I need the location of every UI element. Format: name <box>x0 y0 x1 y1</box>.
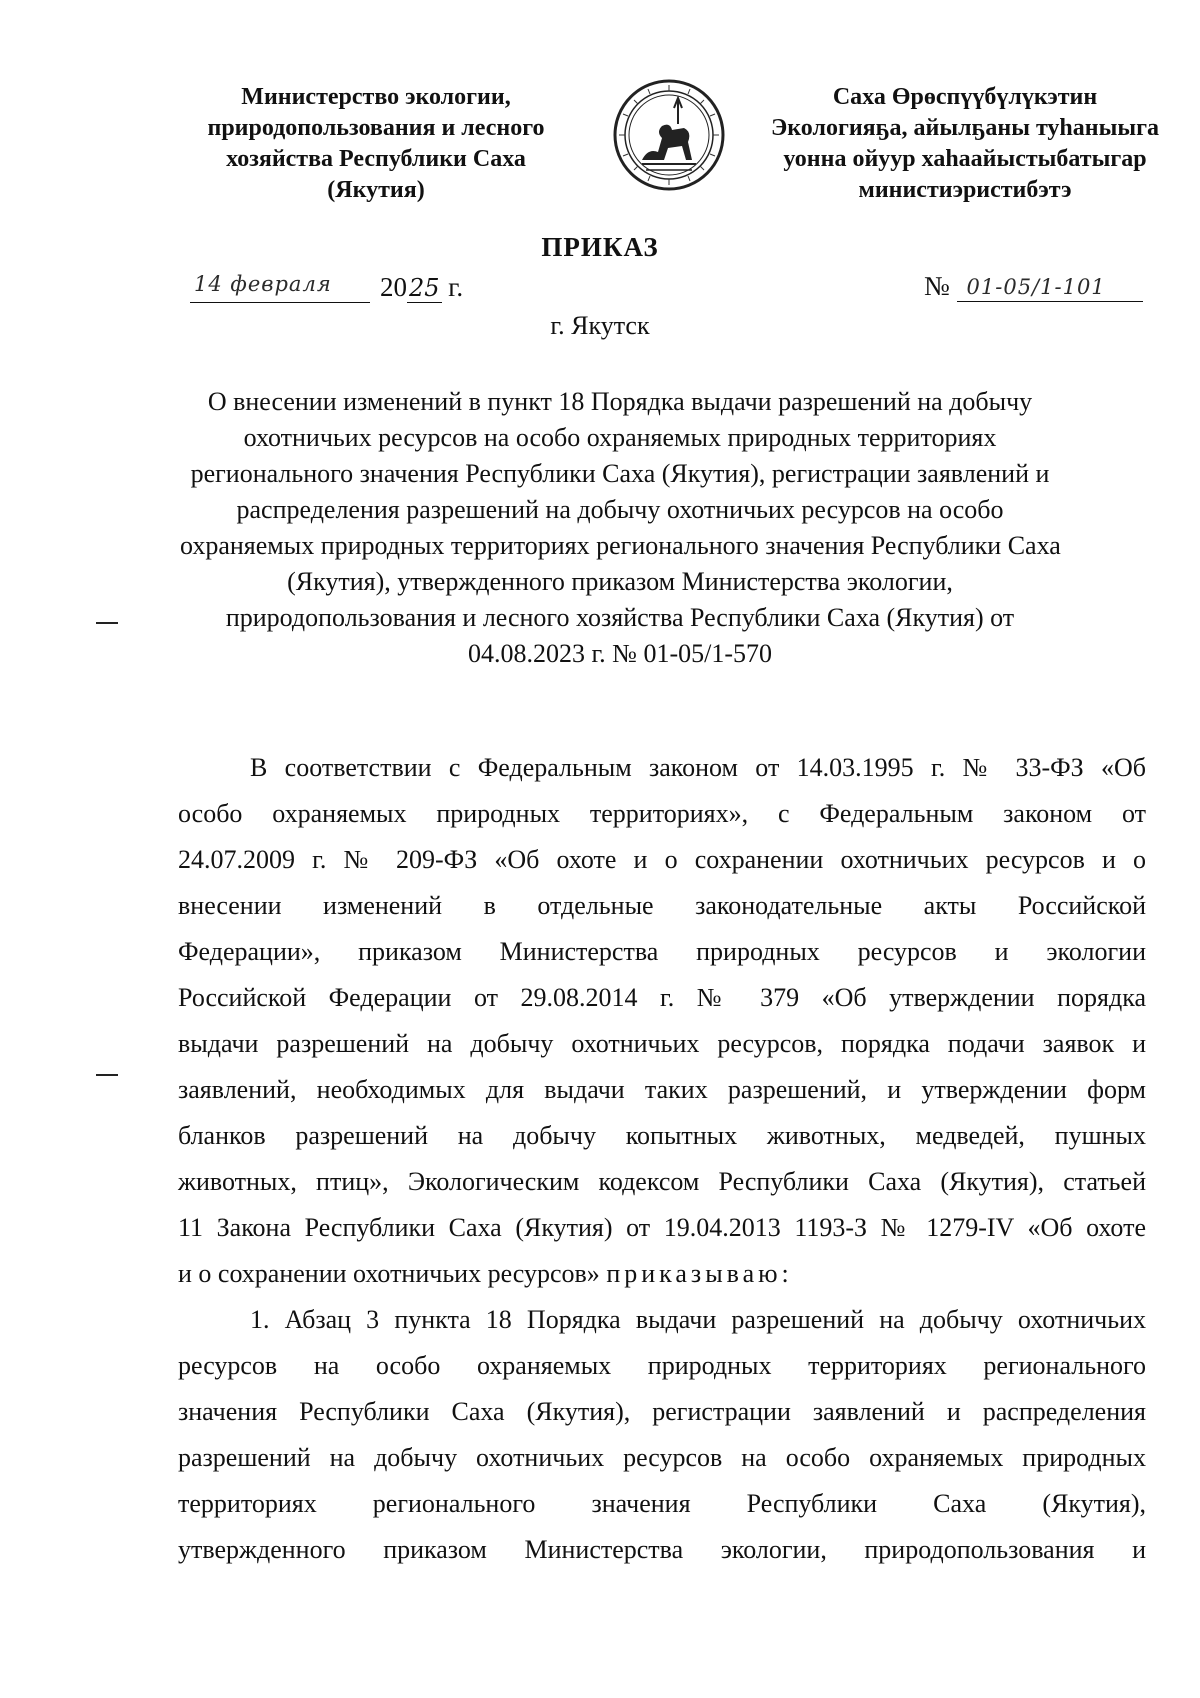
subject-line: регионального значения Республики Саха (Якутия), регистрации заявлений и <box>190 459 1050 488</box>
body-line: бланков разрешений на добычу копытных животных, медведей, пушных <box>178 1121 1146 1150</box>
ministry-name-line: Министерство экологии, <box>241 84 511 110</box>
body-line: 1. Абзац 3 пункта 18 Порядка выдачи разрешений на добычу охотничьих <box>250 1305 1146 1334</box>
subject-line: охотничьих ресурсов на особо охраняемых природных территориях <box>243 423 997 452</box>
scan-margin-mark <box>96 622 118 624</box>
ministry-name-line: уонна ойуур хаһаайыстыбатыгар <box>783 146 1147 172</box>
body-line: Федерации», приказом Министерства природных ресурсов и экологии <box>178 937 1146 966</box>
body-line: внесении изменений в отдельные законодательные акты Российской <box>178 891 1146 920</box>
number-sign: № <box>924 271 950 301</box>
order-body <box>178 745 1146 1573</box>
subject-line: охраняемых природных территориях регионального значения Республики Саха <box>180 531 1061 560</box>
body-line: 24.07.2009 г. № 209-ФЗ «Об охоте и о сохранении охотничьих ресурсов и о <box>178 845 1146 874</box>
body-line: В соответствии с Федеральным законом от 14.03.1995 г. № 33-ФЗ «Об <box>250 753 1146 782</box>
order-verb: приказываю: <box>606 1259 793 1288</box>
ministry-name-line: хозяйства Республики Саха <box>226 146 526 172</box>
body-line: территориях регионального значения Республики Саха (Якутия), <box>178 1489 1146 1518</box>
date-year-field <box>380 272 463 303</box>
subject-line: природопользования и лесного хозяйства Республики Саха (Якутия) от <box>225 603 1015 632</box>
body-line: выдачи разрешений на добычу охотничьих ресурсов, порядка подачи заявок и <box>178 1029 1146 1058</box>
body-line: ресурсов на особо охраняемых природных территориях регионального <box>178 1351 1146 1380</box>
date-day-field <box>190 272 370 303</box>
handwritten-number: 01-05/1-101 <box>966 275 1106 299</box>
body-line <box>178 1251 1146 1297</box>
document-type-title: ПРИКАЗ <box>541 232 659 262</box>
sakha-republic-coat-of-arms-icon <box>612 78 726 192</box>
body-line: Российской Федерации от 29.08.2014 г. № 379 «Об утверждении порядка <box>178 983 1146 1012</box>
body-line: значения Республики Саха (Якутия), регистрации заявлений и распределения <box>178 1397 1146 1426</box>
place-of-issue: г. Якутск <box>550 311 650 340</box>
order-number <box>924 270 1143 302</box>
subject-line: 04.08.2023 г. № 01-05/1-570 <box>467 639 773 668</box>
body-line: 11 Закона Республики Саха (Якутия) от 19.04.2013 1193-З № 1279-IV «Об охоте <box>178 1213 1146 1242</box>
body-line: разрешений на добычу охотничьих ресурсов на особо охраняемых природных <box>178 1443 1146 1472</box>
preamble-last-text: и о сохранении охотничьих ресурсов» <box>178 1259 600 1288</box>
subject-line: О внесении изменений в пункт 18 Порядка выдачи разрешений на добычу <box>207 387 1033 416</box>
handwritten-year: 25 <box>409 274 440 302</box>
ministry-name-line: природопользования и лесного <box>207 115 545 141</box>
ministry-name-line: Саха Өрөспүүбүлүкэтин <box>832 84 1098 110</box>
ministry-name-line: министиэристибэтэ <box>858 177 1072 203</box>
subject-line: распределения разрешений на добычу охотничьих ресурсов на особо <box>236 495 1004 524</box>
body-line: животных, птиц», Экологическим кодексом Республики Саха (Якутия), статьей <box>178 1167 1146 1196</box>
ministry-name-russian <box>196 82 556 206</box>
ministry-name-sakha <box>760 82 1170 206</box>
year-prefix: 20 <box>380 272 407 302</box>
scan-margin-mark <box>96 1074 118 1076</box>
ministry-name-line: (Якутия) <box>327 177 425 203</box>
handwritten-date: 14 февраля <box>194 272 332 296</box>
item-1-paragraph <box>178 1297 1146 1573</box>
body-line: утвержденного приказом Министерства экологии, природопользования и <box>178 1535 1146 1564</box>
preamble-paragraph <box>178 745 1146 1297</box>
order-subject <box>180 384 1060 672</box>
year-suffix: г. <box>448 272 464 302</box>
body-line: особо охраняемых природных территориях», с Федеральным законом от <box>178 799 1146 828</box>
number-value-field <box>957 270 1143 302</box>
subject-line: (Якутия), утвержденного приказом Министерства экологии, <box>287 567 953 596</box>
ministry-name-line: Экологияҕа, айылҕаны туһаныыга <box>771 115 1159 141</box>
body-line: заявлений, необходимых для выдачи таких разрешений, и утверждении форм <box>178 1075 1146 1104</box>
